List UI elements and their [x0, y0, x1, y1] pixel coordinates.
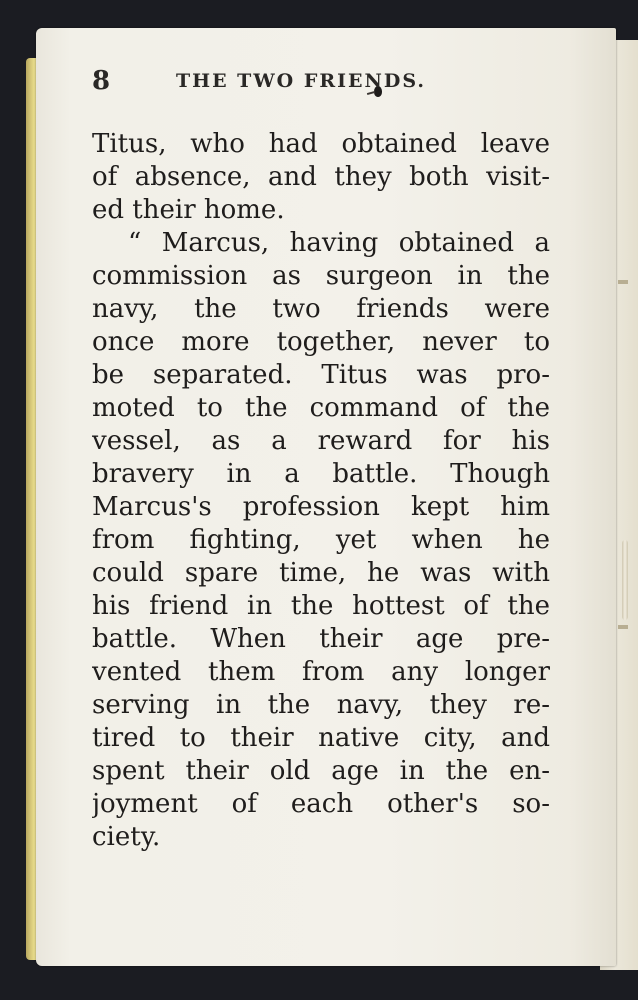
text-line: bravery in a battle. Though — [92, 459, 550, 489]
text-line: battle. When their age pre- — [92, 624, 550, 654]
text-line: his friend in the hottest of the — [92, 591, 550, 621]
page-number: 8 — [92, 66, 111, 96]
page-mark — [618, 625, 628, 629]
text-line: Titus, who had obtained leave — [92, 129, 550, 159]
text-line: from fighting, yet when he — [92, 525, 550, 555]
page-header — [92, 62, 512, 102]
text-line: vessel, as a reward for his — [92, 426, 550, 456]
page-mark — [618, 280, 628, 284]
text-line: ciety. — [92, 822, 161, 852]
text-line: be separated. Titus was pro- — [92, 360, 550, 390]
text-line: tired to their native city, and — [92, 723, 550, 753]
text-line: could spare time, he was with — [92, 558, 550, 588]
text-line: of absence, and they both visit- — [92, 162, 550, 192]
text-line: “ Marcus, having obtained a — [128, 228, 550, 258]
text-line: joyment of each other's so- — [92, 789, 550, 819]
text-line: Marcus's profession kept him — [92, 492, 550, 522]
text-line: once more together, never to — [92, 327, 550, 357]
text-line: spent their old age in the en- — [92, 756, 550, 786]
text-line: commission as surgeon in the — [92, 261, 550, 291]
body-text — [92, 128, 550, 854]
text-line: vented them from any longer — [92, 657, 550, 687]
text-line: serving in the navy, they re- — [92, 690, 550, 720]
running-head: THE TWO FRIENDS. — [176, 70, 426, 92]
page-fold — [622, 540, 628, 620]
text-line: moted to the command of the — [92, 393, 550, 423]
text-line: ed their home. — [92, 195, 285, 225]
text-line: navy, the two friends were — [92, 294, 550, 324]
